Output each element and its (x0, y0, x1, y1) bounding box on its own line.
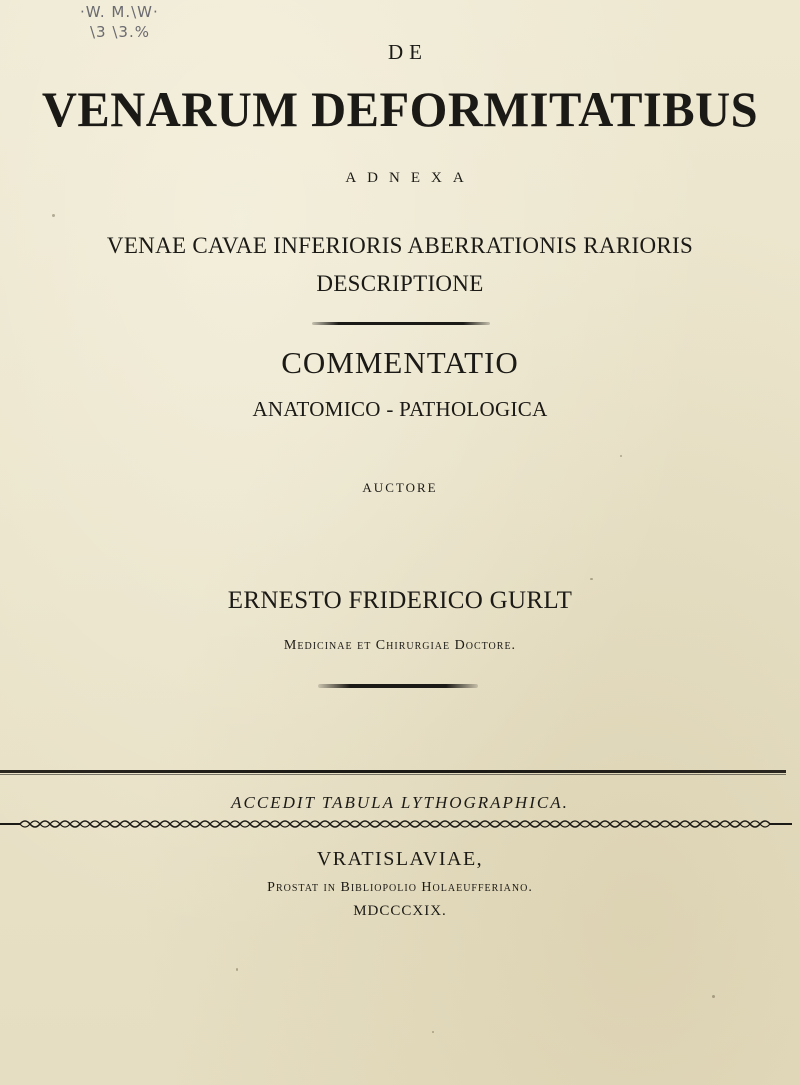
ornamental-rule-middle (318, 684, 478, 688)
paper-speck (620, 455, 622, 457)
auctore-label: AUCTORE (362, 480, 438, 495)
imprint-publisher: Prostat in Bibliopolio Holaeufferiano. (267, 880, 533, 895)
paper-speck (432, 1031, 434, 1033)
chain-ornament-rule (0, 817, 792, 831)
paper-speck (236, 968, 238, 971)
paper-speck (712, 995, 715, 998)
imprint-place: VRATISLAVIAE, (316, 848, 484, 870)
full-width-rule (0, 770, 786, 773)
title-preposition: DE (388, 40, 428, 64)
paper-speck (590, 578, 593, 580)
paper-speck (52, 214, 55, 217)
plate-note: ACCEDIT TABULA LYTHOGRAPHICA. (231, 793, 569, 812)
ornamental-rule-top (312, 322, 490, 325)
commentatio-heading: COMMENTATIO (281, 345, 519, 380)
shelfmark-line-1: ·W. M.\W· (80, 3, 159, 21)
subtitle-line-2: DESCRIPTIONE (316, 271, 484, 296)
subtitle-line-1: VENAE CAVAE INFERIORIS ABERRATIONIS RARIORIS (106, 233, 694, 258)
full-width-rule-thin (0, 774, 786, 775)
adnexa-label: ADNEXA (345, 170, 475, 186)
author-degree: Medicinae et Chirurgiae Doctore. (283, 638, 517, 653)
main-title: VENARUM DEFORMITATIBUS (41, 81, 759, 137)
shelfmark-line-2: \3 \3.% (90, 23, 150, 41)
shelfmark-annotation (80, 2, 159, 42)
imprint-year: MDCCCXIX. (353, 903, 447, 919)
author-name: ERNESTO FRIDERICO GURLT (227, 587, 573, 614)
genre-subheading: ANATOMICO - PATHOLOGICA (252, 397, 548, 421)
